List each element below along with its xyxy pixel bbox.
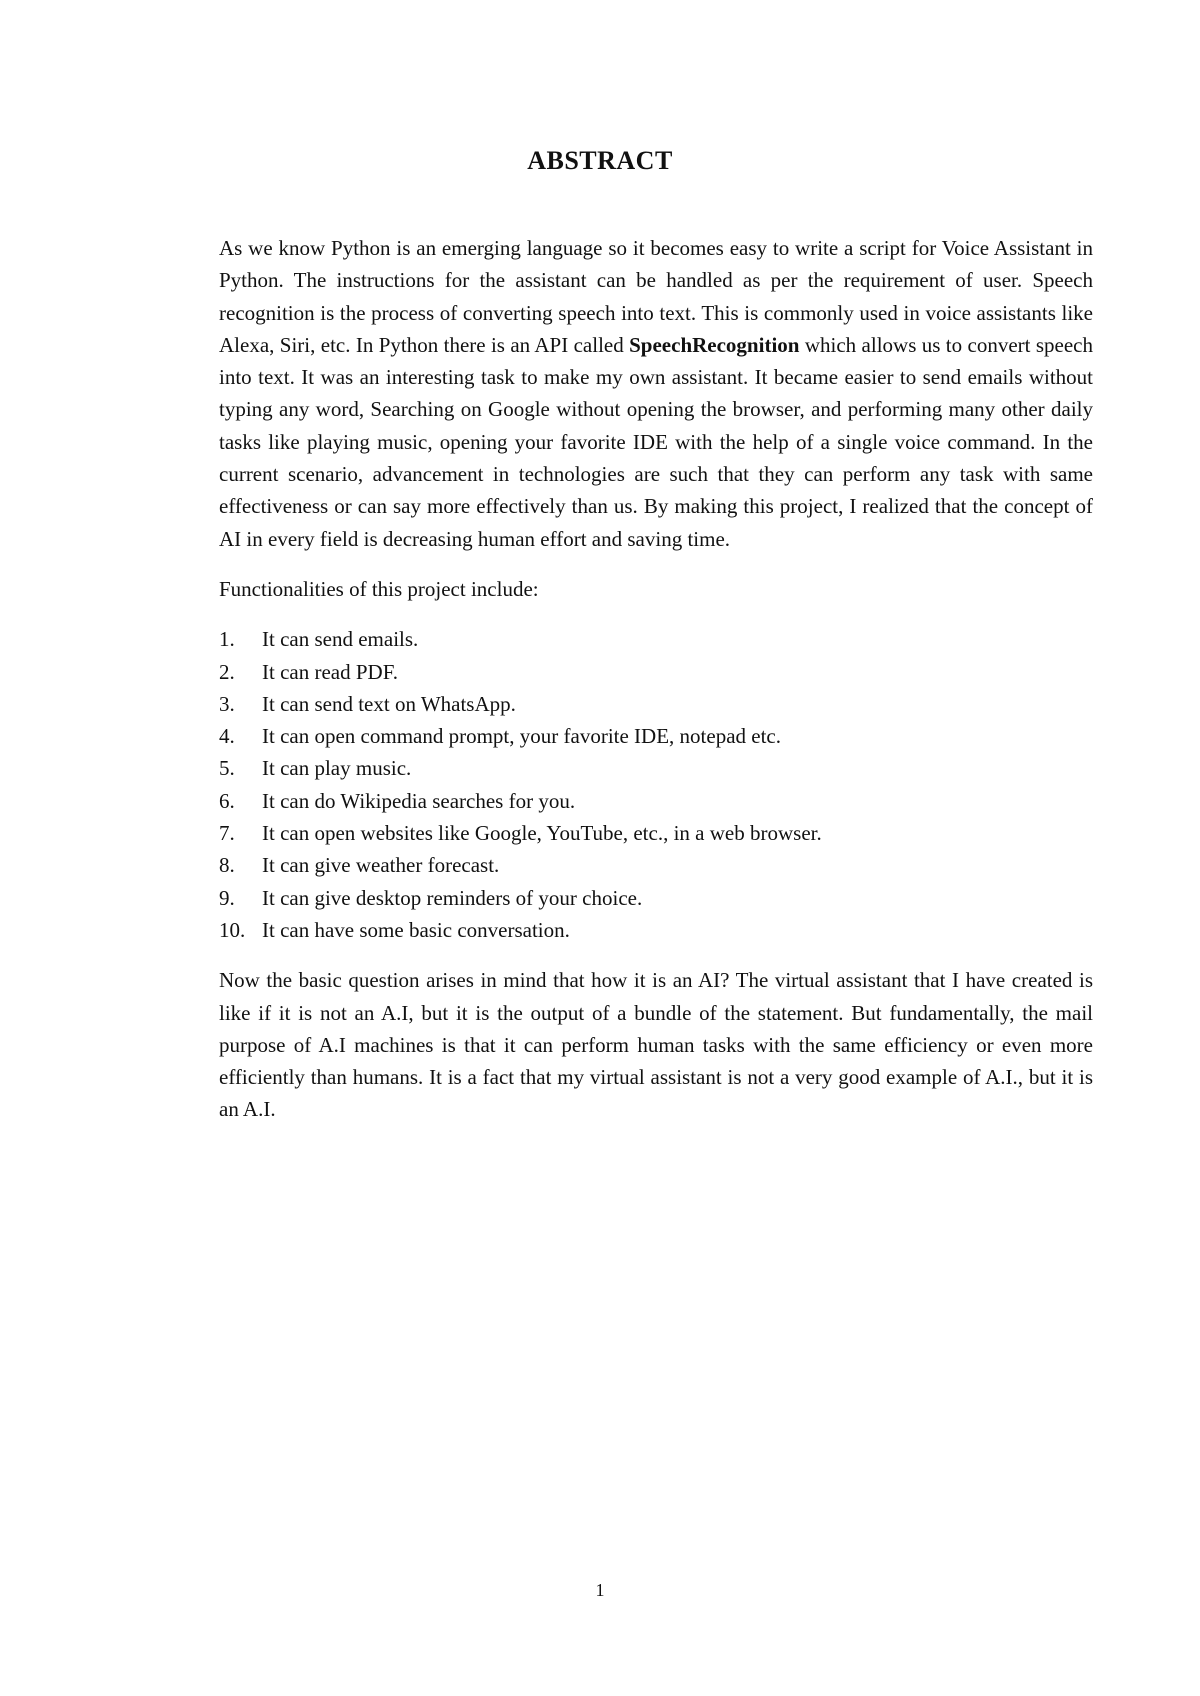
page-number: 1 — [595, 1580, 605, 1600]
speech-recognition-term: SpeechRecognition — [629, 332, 800, 357]
list-item-text: It can give weather forecast. — [262, 853, 500, 878]
list-item-text: It can send emails. — [262, 627, 419, 652]
list-item — [219, 720, 1093, 752]
functionalities-list — [219, 623, 1093, 946]
abstract-paragraph — [219, 232, 1093, 555]
abstract-text-part1: As we know Python is an emerging language so it becomes easy to write a script for Voice Assistant in Python. The instructions for the assistant can be handled as per the requirement of user. Speech recognition is the process of converting speech into text. This is commonly used in voice assistants like Alexa, Siri, etc. In Python there is an API called — [219, 236, 1093, 357]
list-item-text: It can have some basic conversation. — [262, 917, 570, 942]
list-item-text: It can open websites like Google, YouTube, etc., in a web browser. — [262, 821, 822, 846]
list-item-number: 4. — [219, 724, 235, 749]
list-item-text: It can open command prompt, your favorite IDE, notepad etc. — [262, 724, 781, 749]
list-item-text: It can play music. — [262, 756, 412, 781]
list-item-number: 2. — [219, 659, 235, 684]
list-item-text: It can give desktop reminders of your choice. — [262, 885, 643, 910]
list-item-number: 3. — [219, 691, 235, 716]
closing-paragraph: Now the basic question arises in mind that how it is an AI? The virtual assistant that I have created is like if it is not an A.I, but it is the output of a bundle of the statement. But fundamentally, the mail purpose of A.I machines is that it can perform human tasks with the same efficiency or even more efficiently than humans. It is a fact that my virtual assistant is not a very good example of A.I., but it is an A.I. — [219, 968, 1093, 1122]
document-body — [219, 232, 1093, 1126]
list-item-number: 6. — [219, 788, 235, 813]
list-item-text: It can send text on WhatsApp. — [262, 691, 516, 716]
list-item-text: It can do Wikipedia searches for you. — [262, 788, 576, 813]
abstract-text-part2: which allows us to convert speech into text. It was an interesting task to make my own assistant. It became easier to send emails without typing any word, Searching on Google without opening the browser, and performing many other daily tasks like playing music, opening your favorite IDE with the help of a single voice command. In the current scenario, advancement in technologies are such that they can perform any task with same effectiveness or can say more effectively than us. By making this project, I realized that the concept of AI in every field is decreasing human effort and saving time. — [219, 332, 1093, 551]
list-item — [219, 656, 1093, 688]
list-item-number: 9. — [219, 885, 235, 910]
list-item-number: 8. — [219, 853, 235, 878]
list-item — [219, 785, 1093, 817]
list-item — [219, 849, 1093, 881]
list-item — [219, 882, 1093, 914]
functionalities-intro: Functionalities of this project include: — [219, 576, 539, 601]
list-item — [219, 752, 1093, 784]
list-item-number: 1. — [219, 627, 235, 652]
list-item — [219, 817, 1093, 849]
list-item-text: It can read PDF. — [262, 659, 398, 684]
list-item-number: 7. — [219, 821, 235, 846]
list-item-number: 5. — [219, 756, 235, 781]
list-item — [219, 914, 1093, 946]
list-item-number: 10. — [219, 917, 246, 942]
list-item — [219, 688, 1093, 720]
page-title: ABSTRACT — [527, 146, 673, 175]
list-item — [219, 623, 1093, 655]
